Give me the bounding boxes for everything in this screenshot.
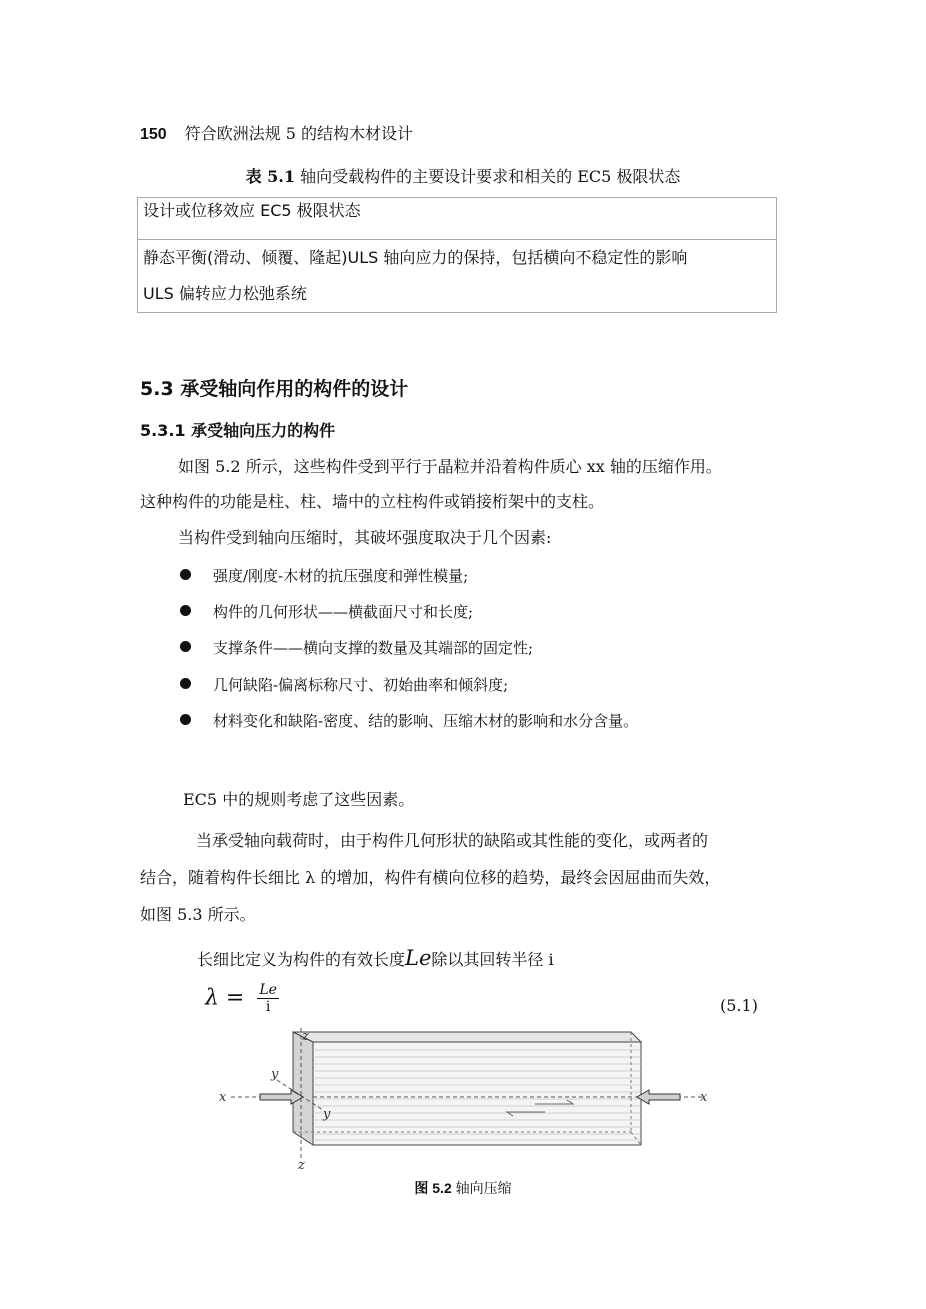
paragraph-line: 这种构件的功能是柱、柱、墙中的立柱构件或销接桁架中的支柱。 bbox=[140, 492, 605, 511]
equation-fraction bbox=[257, 982, 279, 1015]
running-header bbox=[140, 121, 413, 144]
subsection-heading: 5.3.1 承受轴向压力的构件 bbox=[140, 421, 336, 440]
page-number: 150 bbox=[140, 126, 167, 143]
table-body-line: ULS 偏转应力松弛系统 bbox=[143, 284, 307, 303]
axial-compression-figure bbox=[205, 1028, 725, 1173]
equation-numerator: Le bbox=[259, 982, 277, 998]
figure-caption-label: 图 5.2 bbox=[414, 1180, 452, 1196]
table-body-cell bbox=[138, 240, 777, 313]
equation bbox=[205, 982, 279, 1015]
paragraph-line: 当构件受到轴向压缩时，其破坏强度取决于几个因素: bbox=[178, 528, 552, 547]
beam-end-face bbox=[293, 1032, 313, 1145]
bullet-item bbox=[180, 710, 638, 731]
table-header-row bbox=[138, 198, 777, 240]
bullet-icon bbox=[180, 714, 191, 725]
axis-label-y: y bbox=[271, 1067, 279, 1082]
bullet-item bbox=[180, 674, 508, 695]
bullet-text: 构件的几何形状——横截面尺寸和长度; bbox=[213, 603, 474, 621]
paragraph-line: 当承受轴向载荷时，由于构件几何形状的缺陷或其性能的变化，或两者的 bbox=[196, 831, 709, 850]
paragraph-text: 除以其回转半径 i bbox=[431, 950, 554, 969]
paragraph-text: 长细比定义为构件的有效长度 bbox=[197, 950, 406, 969]
axis-label-z-top: z bbox=[302, 1029, 309, 1044]
beam-top-face bbox=[293, 1032, 641, 1042]
bullet-icon bbox=[180, 605, 191, 616]
axis-label-y-inner: y bbox=[323, 1107, 331, 1122]
bullet-item bbox=[180, 637, 533, 658]
effective-length-symbol: Le bbox=[405, 946, 432, 970]
paragraph-line: EC5 中的规则考虑了这些因素。 bbox=[183, 790, 415, 809]
bullet-item bbox=[180, 565, 468, 586]
beam-front-face bbox=[313, 1042, 641, 1145]
bullet-icon bbox=[180, 678, 191, 689]
paragraph-line: 如图 5.2 所示，这些构件受到平行于晶粒并沿着构件质心 xx 轴的压缩作用。 bbox=[178, 457, 722, 476]
figure-caption bbox=[0, 1178, 926, 1198]
bullet-icon bbox=[180, 641, 191, 652]
table-body-row bbox=[138, 240, 777, 313]
table-caption-label: 表 5.1 bbox=[245, 167, 296, 186]
axis-label-z-bottom: z bbox=[298, 1158, 305, 1173]
axis-label-x-left: x bbox=[219, 1090, 227, 1105]
paragraph-line: 如图 5.3 所示。 bbox=[140, 905, 256, 924]
table-caption-text: 轴向受载构件的主要设计要求和相关的 EC5 极限状态 bbox=[300, 167, 681, 186]
paragraph-line bbox=[197, 940, 554, 978]
table-body-line: 静态平衡(滑动、倾覆、隆起)ULS 轴向应力的保持，包括横向不稳定性的影响 bbox=[143, 248, 688, 267]
table-header-cell: 设计或位移效应 EC5 极限状态 bbox=[138, 198, 777, 240]
paragraph-line: 结合，随着构件长细比 λ 的增加，构件有横向位移的趋势，最终会因屈曲而失效， bbox=[140, 868, 721, 887]
bullet-icon bbox=[180, 569, 191, 580]
bullet-item bbox=[180, 601, 473, 622]
design-requirements-table bbox=[137, 197, 777, 313]
figure-caption-text: 轴向压缩 bbox=[455, 1180, 512, 1196]
bullet-text: 材料变化和缺陷-密度、结的影响、压缩木材的影响和水分含量。 bbox=[213, 712, 639, 730]
equation-denominator: i bbox=[265, 999, 271, 1015]
table-caption bbox=[0, 164, 926, 187]
right-compression-arrow bbox=[637, 1090, 680, 1104]
equation-number: (5.1) bbox=[720, 996, 758, 1015]
equation-lhs: λ = bbox=[205, 985, 245, 1011]
section-heading: 5.3 承受轴向作用的构件的设计 bbox=[140, 378, 409, 400]
running-title: 符合欧洲法规 5 的结构木材设计 bbox=[184, 124, 414, 143]
bullet-text: 几何缺陷-偏离标称尺寸、初始曲率和倾斜度; bbox=[213, 676, 509, 694]
bullet-text: 支撑条件——横向支撑的数量及其端部的固定性; bbox=[213, 639, 534, 657]
axis-label-x-right: x bbox=[700, 1090, 708, 1105]
bullet-text: 强度/刚度-木材的抗压强度和弹性模量; bbox=[213, 567, 469, 585]
